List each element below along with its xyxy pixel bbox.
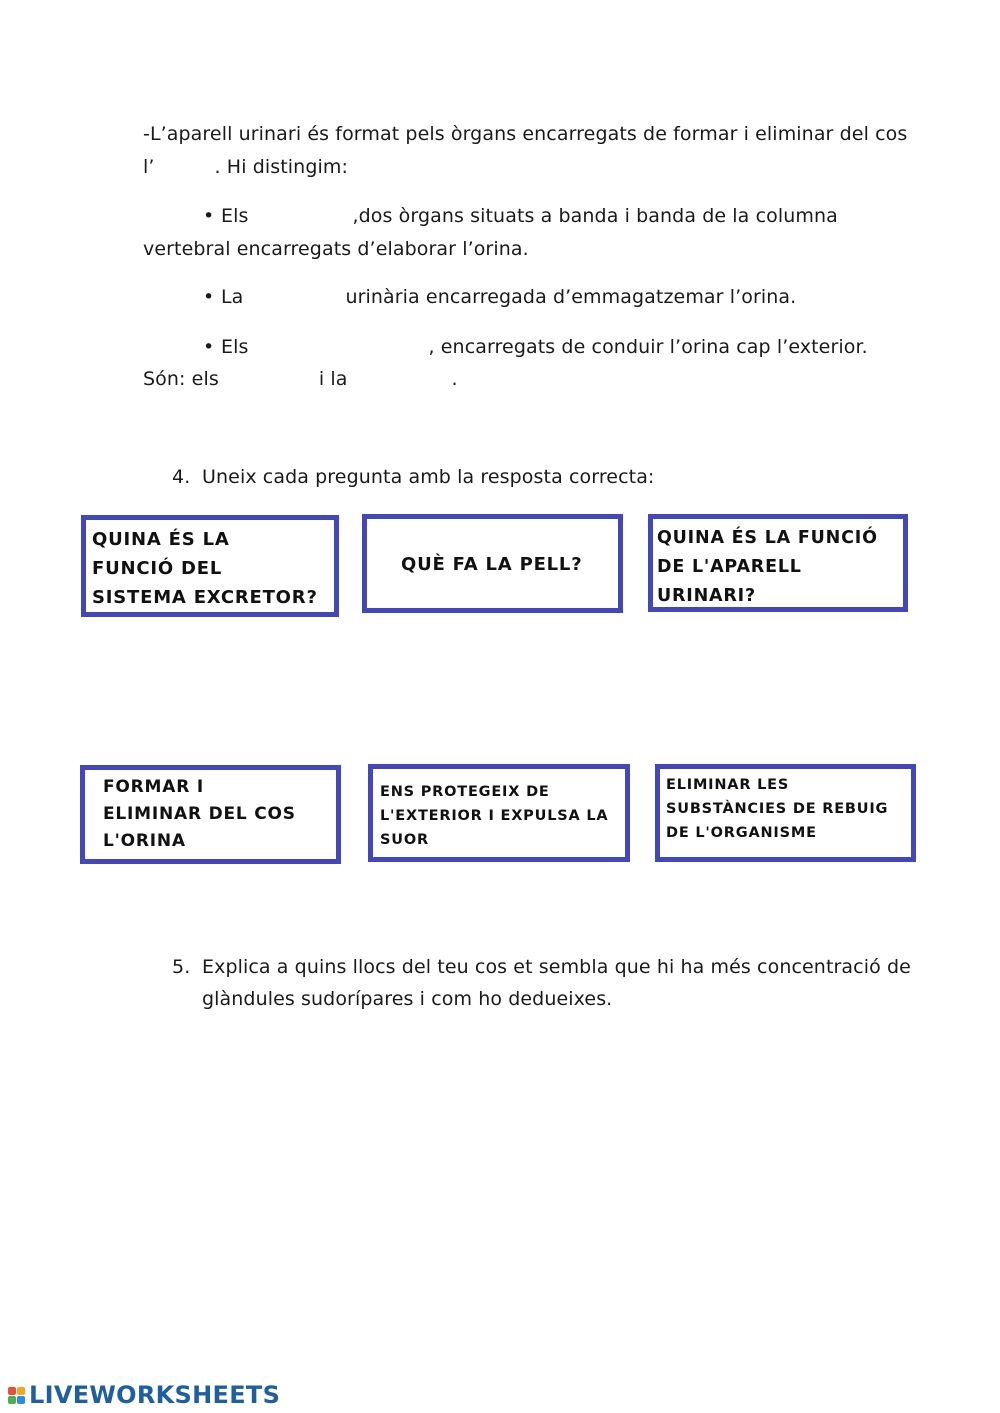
question-4-number: 4. [172, 466, 191, 488]
question-4 [172, 465, 654, 489]
answer-box-text: ENS PROTEGEIX DE L'EXTERIOR I EXPULSA LA SUOR [380, 784, 609, 848]
answer-box-eliminar-substancies[interactable] [655, 764, 916, 862]
question-4-text: Uneix cada pregunta amb la resposta correcta: [202, 466, 655, 488]
question-box-text: QUINA ÉS LA FUNCIÓ DE L'APARELL URINARI? [657, 528, 878, 606]
intro-line-1: -L’aparell urinari és format pels òrgans encarregats de formar i eliminar del cos [143, 123, 908, 145]
liveworksheets-logo-text: LIVEWORKSHEETS [29, 1381, 281, 1409]
bullet-conductes [203, 335, 868, 359]
intro-line-2-start: l’ [143, 156, 155, 178]
bullet-2-start: La [221, 286, 244, 308]
son-start: Són: els [143, 368, 219, 390]
question-box-sistema-excretor[interactable] [81, 515, 339, 617]
liveworksheets-logo[interactable] [8, 1382, 280, 1408]
son-end: . [451, 368, 458, 390]
son-middle: i la [318, 368, 348, 390]
question-5-line-1: Explica a quins llocs del teu cos et sembla que hi ha més concentració de [202, 956, 911, 978]
question-5-line-2: glàndules sudorípares i com ho dedueixes. [202, 988, 613, 1010]
bullet-2-end: urinària encarregada d’emmagatzemar l’orina. [345, 286, 797, 308]
question-box-aparell-urinari[interactable] [648, 514, 908, 612]
question-box-pell[interactable] [362, 514, 623, 613]
bullet-icon: • [203, 286, 215, 308]
question-box-text: QUÈ FA LA PELL? [401, 554, 583, 575]
intro-line-2 [143, 155, 348, 179]
son-line [143, 367, 458, 391]
bullet-3-end: , encarregats de conduir l’orina cap l’exterior. [428, 336, 868, 358]
bullet-ronyons [203, 204, 838, 228]
bullet-1-start: Els [221, 205, 249, 227]
question-5-number: 5. [172, 956, 191, 978]
question-box-text: QUINA ÉS LA FUNCIÓ DEL SISTEMA EXCRETOR? [92, 529, 318, 608]
bullet-1-line-2: vertebral encarregats d’elaborar l’orina. [143, 238, 529, 260]
bullet-1-end: ,dos òrgans situats a banda i banda de la columna [352, 205, 838, 227]
answer-box-text: ELIMINAR LES SUBSTÀNCIES DE REBUIG DE L'ORGANISME [666, 777, 889, 841]
question-5 [172, 955, 911, 979]
intro-line-2-end: . Hi distingim: [214, 156, 348, 178]
answer-box-formar-orina[interactable] [80, 765, 341, 864]
liveworksheets-logo-icon [8, 1387, 25, 1404]
answer-box-protegeix[interactable] [368, 764, 630, 862]
bullet-3-start: Els [221, 336, 249, 358]
answer-box-text: FORMAR I ELIMINAR DEL COS L'ORINA [103, 777, 296, 851]
bullet-bufeta [203, 285, 796, 309]
bullet-icon: • [203, 205, 215, 227]
bullet-icon: • [203, 336, 215, 358]
